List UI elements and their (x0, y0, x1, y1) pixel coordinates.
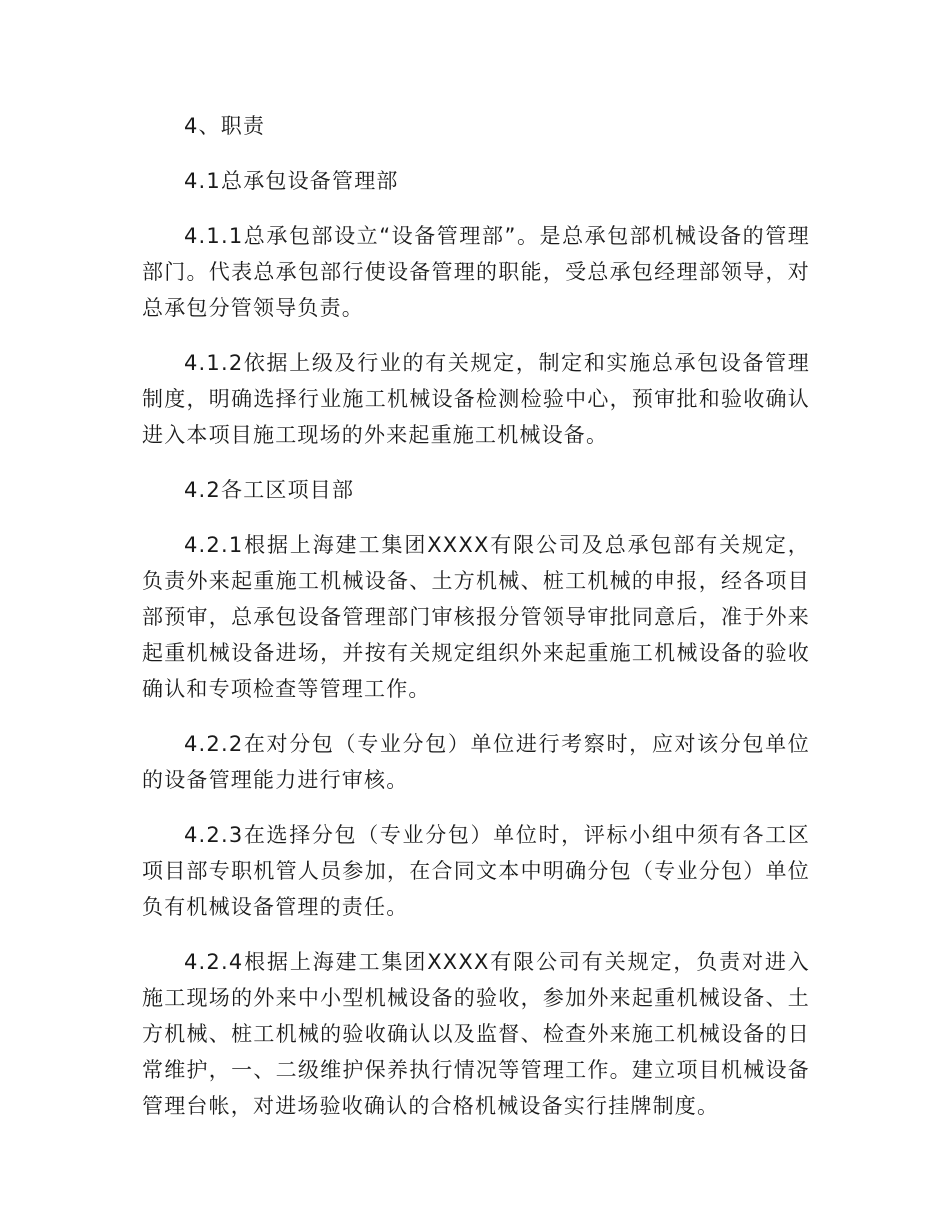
paragraph-4-2-1: 4.2.1根据上海建工集团XXXX有限公司及总承包部有关规定，负责外来起重施工机械设备、土方机械、桩工机械的申报，经各项目部预审，总承包设备管理部门审核报分管领导审批同意后，准于外来起重机械设备进场，并按有关规定组织外来起重施工机械设备的验收确认和专项检查等管理工作。 (142, 533, 810, 701)
section-heading-4-1: 4.1总承包设备管理部 (184, 169, 399, 193)
section-heading-4-2: 4.2各工区项目部 (184, 478, 355, 502)
paragraph-4-1-2: 4.1.2依据上级及行业的有关规定，制定和实施总承包设备管理制度，明确选择行业施工机械设备检测检验中心，预审批和验收确认进入本项目施工现场的外来起重施工机械设备。 (142, 351, 810, 447)
document-body (142, 108, 810, 1143)
paragraph-4-2-4: 4.2.4根据上海建工集团XXXX有限公司有关规定，负责对进入施工现场的外来中小型机械设备的验收，参加外来起重机械设备、土方机械、桩工机械的验收确认以及监督、检查外来施工机械设备的日常维护，一、二级维护保养执行情况等管理工作。建立项目机械设备管理台帐，对进场验收确认的合格机械设备实行挂牌制度。 (142, 950, 810, 1118)
section-heading-4: 4、职责 (184, 114, 266, 138)
paragraph-4-2-2: 4.2.2在对分包（专业分包）单位进行考察时，应对该分包单位的设备管理能力进行审核。 (142, 732, 810, 792)
paragraph-4-1-1: 4.1.1总承包部设立“设备管理部”。是总承包部机械设备的管理部门。代表总承包部行使设备管理的职能，受总承包经理部领导，对总承包分管领导负责。 (142, 224, 810, 320)
paragraph-4-2-3: 4.2.3在选择分包（专业分包）单位时，评标小组中须有各工区项目部专职机管人员参加，在合同文本中明确分包（专业分包）单位负有机械设备管理的责任。 (142, 823, 810, 919)
